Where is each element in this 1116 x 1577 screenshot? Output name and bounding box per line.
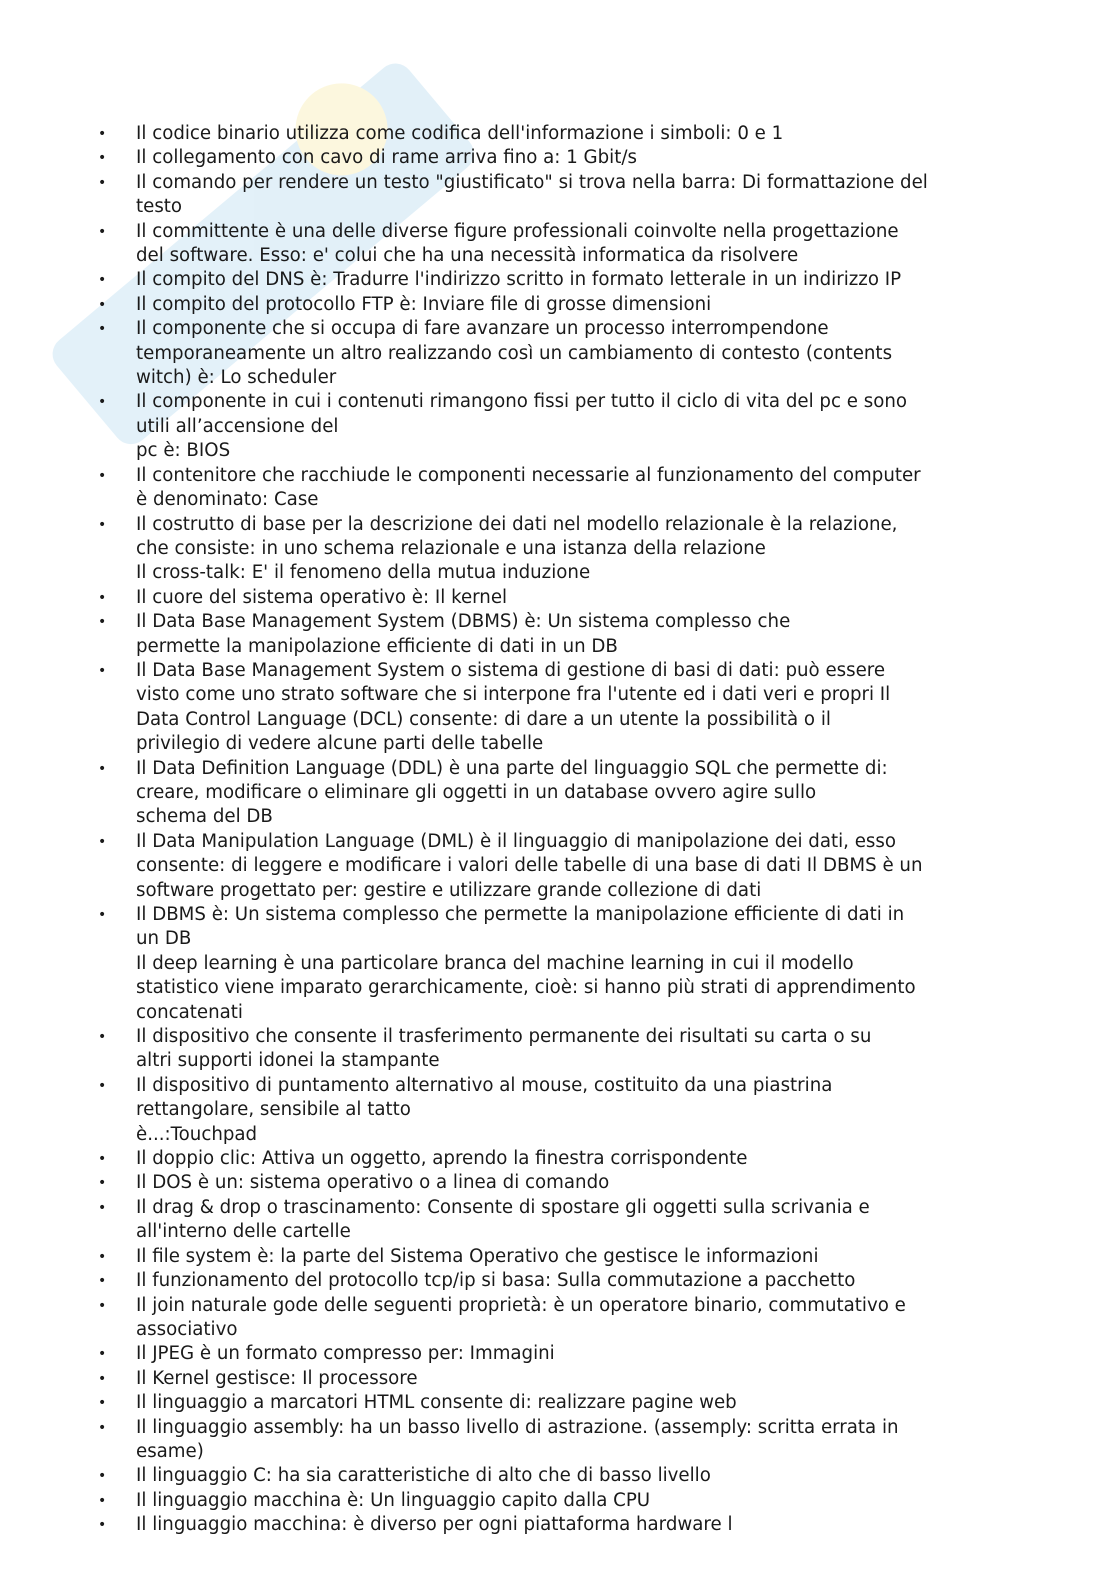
list-item xyxy=(98,1464,1038,1488)
bullet-icon: • xyxy=(98,1370,107,1387)
list-item-text-line: schema del DB xyxy=(136,806,273,828)
list-item-text-line: Il DOS è un: sistema operativo o a linea di comando xyxy=(136,1172,610,1194)
list-item-text-line: Il committente è una delle diverse figure professionali coinvolte nella progettazione xyxy=(136,220,899,242)
list-item xyxy=(98,1391,1038,1415)
list-item-text-line: associativo xyxy=(136,1318,238,1340)
list-item-text-line: pc è: BIOS xyxy=(136,440,231,462)
list-item-text-line: è...:Touchpad xyxy=(136,1123,258,1145)
bullet-icon: • xyxy=(98,1175,107,1192)
bullet-icon: • xyxy=(98,516,107,533)
bullet-icon: • xyxy=(98,1029,107,1046)
document-page xyxy=(98,122,1038,1538)
list-item-text-line: witch) è: Lo scheduler xyxy=(136,367,337,389)
list-item-text-line: Il funzionamento del protocollo tcp/ip si basa: Sulla commutazione a pacchetto xyxy=(136,1270,856,1292)
bullet-icon: • xyxy=(98,1297,107,1314)
list-item-text-line: Il linguaggio macchina: è diverso per ogni piattaforma hardware l xyxy=(136,1514,733,1536)
list-item-text-line: Il linguaggio a marcatori HTML consente di: realizzare pagine web xyxy=(136,1392,737,1414)
list-item xyxy=(98,830,1038,903)
list-item xyxy=(98,464,1038,513)
bullet-icon: • xyxy=(98,223,107,240)
list-item-text-line: Il linguaggio assembly: ha un basso livello di astrazione. (assemply: scritta errata in xyxy=(136,1416,899,1438)
list-item xyxy=(98,1074,1038,1147)
bullet-icon: • xyxy=(98,760,107,777)
list-item-text-line: Il Data Base Management System (DBMS) è: Un sistema complesso che xyxy=(136,611,791,633)
bullet-icon: • xyxy=(98,1517,107,1534)
list-item-text-line: Il codice binario utilizza come codifica dell'informazione i simboli: 0 e 1 xyxy=(136,123,784,144)
list-item xyxy=(98,293,1038,317)
list-item-text-line: che consiste: in uno schema relazionale e una istanza della relazione xyxy=(136,537,766,559)
list-item xyxy=(98,757,1038,830)
bullet-icon: • xyxy=(98,907,107,923)
list-item-text-line: Il costrutto di base per la descrizione dei dati nel modello relazionale è la relazione, xyxy=(136,513,898,535)
list-item xyxy=(98,1269,1038,1293)
list-item-text-line: Il join naturale gode delle seguenti proprietà: è un operatore binario, commutativo e xyxy=(136,1294,906,1316)
list-item xyxy=(98,1147,1038,1171)
list-item xyxy=(98,1416,1038,1465)
list-item-text-line: Il deep learning è una particolare branca del machine learning in cui il modello xyxy=(136,952,854,974)
list-item xyxy=(98,317,1038,390)
bullet-icon: • xyxy=(98,321,107,338)
list-item xyxy=(98,903,1038,1025)
list-item-text-line: permette la manipolazione efficiente di dati in un DB xyxy=(136,635,618,657)
list-item xyxy=(98,1367,1038,1391)
list-item-text-line: Il file system è: la parte del Sistema Operativo che gestisce le informazioni xyxy=(136,1245,819,1267)
bullet-icon: • xyxy=(98,1346,107,1363)
list-item-text-line: rettangolare, sensibile al tatto xyxy=(136,1099,411,1121)
list-item-text-line: Il dispositivo che consente il trasferimento permanente dei risultati su carta o su xyxy=(136,1026,872,1048)
bullet-icon: • xyxy=(98,467,107,484)
list-item-text-line: concatenati xyxy=(136,1001,243,1023)
list-item-text-line: temporaneamente un altro realizzando così un cambiamento di contesto (contents xyxy=(136,342,893,364)
list-item-text-line: Il Data Definition Language (DDL) è una parte del linguaggio SQL che permette di: xyxy=(136,757,888,779)
list-item-text-line: Il collegamento con cavo di rame arriva fino a: 1 Gbit/s xyxy=(136,147,637,169)
list-item-text-line: Data Control Language (DCL) consente: di dare a un utente la possibilità o il xyxy=(136,708,831,730)
list-item xyxy=(98,586,1038,610)
bullet-icon: • xyxy=(98,174,107,191)
list-item-text-line: Il linguaggio macchina è: Un linguaggio capito dalla CPU xyxy=(136,1489,651,1511)
list-item-text-line: Il doppio clic: Attiva un oggetto, aprendo la finestra corrispondente xyxy=(136,1148,748,1170)
list-item-text-line: del software. Esso: e' colui che ha una necessità informatica da risolvere xyxy=(136,245,799,267)
list-item-text-line: Il DBMS è: Un sistema complesso che permette la manipolazione efficiente di dati in xyxy=(136,904,905,925)
list-item-text-line: Il JPEG è un formato compresso per: Immagini xyxy=(136,1343,555,1365)
bullet-icon: • xyxy=(98,614,107,631)
bullet-icon: • xyxy=(98,1077,107,1094)
list-item-text-line: statistico viene imparato gerarchicamente, cioè: si hanno più strati di apprendimento xyxy=(136,977,916,999)
list-item-text-line: Il Kernel gestisce: Il processore xyxy=(136,1367,418,1389)
list-item xyxy=(98,1513,1038,1537)
list-item xyxy=(98,610,1038,659)
list-item xyxy=(98,220,1038,269)
bullet-icon: • xyxy=(98,1468,107,1485)
list-item-text-line: Il componente in cui i contenuti rimangono fissi per tutto il ciclo di vita del pc e sono xyxy=(136,391,907,413)
list-item xyxy=(98,390,1038,463)
bullet-icon: • xyxy=(98,1492,107,1509)
list-item-text-line: utili all’accensione del xyxy=(136,415,339,437)
list-item-text-line: esame) xyxy=(136,1440,204,1462)
list-item xyxy=(98,122,1038,146)
list-item xyxy=(98,1489,1038,1513)
list-item xyxy=(98,659,1038,757)
list-item xyxy=(98,1342,1038,1366)
list-item-text-line: Il linguaggio C: ha sia caratteristiche di alto che di basso livello xyxy=(136,1465,711,1487)
list-item-text-line: Il cross-talk: E' il fenomeno della mutua induzione xyxy=(136,562,591,584)
bullet-icon: • xyxy=(98,662,107,679)
list-item-text-line: è denominato: Case xyxy=(136,489,319,511)
list-item xyxy=(98,1025,1038,1074)
list-item-text-line: Il cuore del sistema operativo è: Il kernel xyxy=(136,586,508,608)
list-item xyxy=(98,1294,1038,1343)
list-item-text-line: privilegio di vedere alcune parti delle tabelle xyxy=(136,733,544,755)
list-item-text-line: Il dispositivo di puntamento alternativo al mouse, costituito da una piastrina xyxy=(136,1074,833,1096)
list-item-text-line: Il Data Base Management System o sistema di gestione di basi di dati: può essere xyxy=(136,659,886,681)
list-item-text-line: Il componente che si occupa di fare avanzare un processo interrompendone xyxy=(136,318,829,340)
list-item-text-line: altri supporti idonei la stampante xyxy=(136,1050,440,1072)
list-item-text-line: all'interno delle cartelle xyxy=(136,1221,351,1243)
list-item-text-line: Il drag & drop o trascinamento: Consente di spostare gli oggetti sulla scrivania e xyxy=(136,1196,870,1218)
list-item-text-line: software progettato per: gestire e utilizzare grande collezione di dati xyxy=(136,879,762,901)
bullet-icon: • xyxy=(98,1151,107,1168)
list-item-text-line: consente: di leggere e modificare i valori delle tabelle di una base di dati Il DBMS è un xyxy=(136,855,923,877)
list-item-text-line: creare, modificare o eliminare gli oggetti in un database ovvero agire sullo xyxy=(136,781,817,803)
list-item xyxy=(98,1196,1038,1245)
bullet-icon: • xyxy=(98,1273,107,1290)
list-item-text-line: un DB xyxy=(136,928,192,950)
list-item-text-line: Il compito del DNS è: Tradurre l'indirizzo scritto in formato letterale in un indirizzo IP xyxy=(136,269,902,291)
list-item xyxy=(98,1245,1038,1269)
bullet-icon: • xyxy=(98,394,107,411)
bullet-icon: • xyxy=(98,1395,107,1412)
list-item xyxy=(98,1171,1038,1195)
list-item xyxy=(98,513,1038,586)
bullet-icon: • xyxy=(98,126,107,142)
list-item xyxy=(98,171,1038,220)
bullet-icon: • xyxy=(98,1419,107,1436)
list-item xyxy=(98,268,1038,292)
list-item-text-line: Il contenitore che racchiude le componenti necessarie al funzionamento del computer xyxy=(136,464,921,486)
list-item-text-line: testo xyxy=(136,196,183,218)
bullet-list xyxy=(98,122,1038,1538)
list-item-text-line: Il comando per rendere un testo "giustificato" si trova nella barra: Di formattazione del xyxy=(136,171,928,193)
list-item xyxy=(98,146,1038,170)
list-item-text-line: Il compito del protocollo FTP è: Inviare file di grosse dimensioni xyxy=(136,293,712,315)
bullet-icon: • xyxy=(98,1199,107,1216)
bullet-icon: • xyxy=(98,833,107,850)
list-item-text-line: Il Data Manipulation Language (DML) è il linguaggio di manipolazione dei dati, esso xyxy=(136,830,897,852)
bullet-icon: • xyxy=(98,272,107,289)
bullet-icon: • xyxy=(98,1248,107,1265)
bullet-icon: • xyxy=(98,589,107,606)
list-item-text-line: visto come uno strato software che si interpone fra l'utente ed i dati veri e propri Il xyxy=(136,684,891,706)
bullet-icon: • xyxy=(98,150,107,167)
bullet-icon: • xyxy=(98,296,107,313)
